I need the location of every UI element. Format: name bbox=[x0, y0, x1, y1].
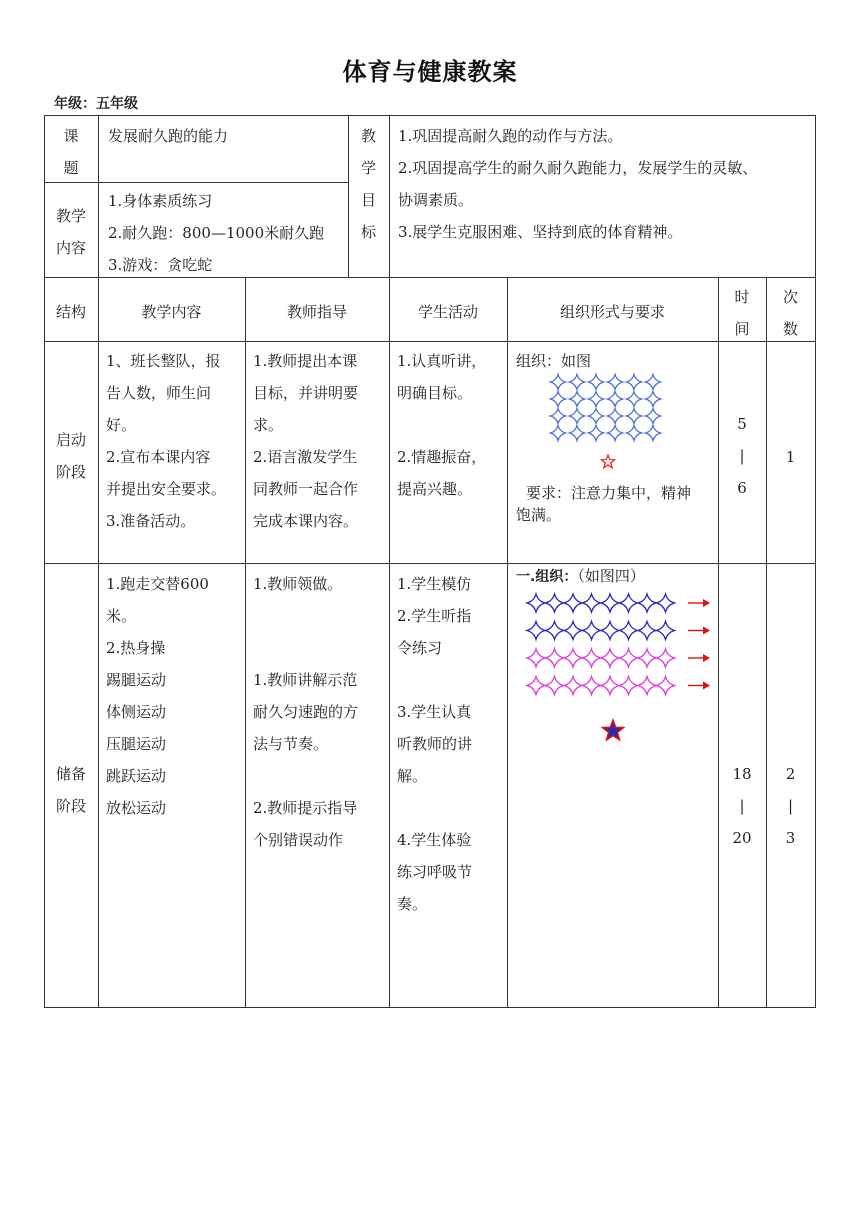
list-item: 1.跑走交替600 bbox=[106, 575, 209, 593]
student-marker-icon bbox=[564, 594, 582, 612]
arrow-head-icon bbox=[703, 682, 710, 690]
student-marker-icon bbox=[620, 649, 638, 667]
student-marker-icon bbox=[546, 594, 564, 612]
list-item: 跳跃运动 bbox=[106, 767, 167, 785]
header-count: 次 数 bbox=[782, 288, 798, 338]
student-marker-icon bbox=[589, 392, 604, 407]
list-item: 提高兴趣。 bbox=[397, 480, 473, 498]
student-marker-icon bbox=[551, 426, 566, 441]
list-item: 协调素质。 bbox=[398, 191, 474, 209]
formation-diagram bbox=[512, 588, 712, 748]
list-item: 2.耐久跑：800—1000米耐久跑 bbox=[108, 224, 325, 242]
list-item bbox=[397, 409, 505, 441]
table-border bbox=[718, 277, 719, 1008]
list-item: 听教师的讲 bbox=[397, 735, 473, 753]
header-organization: 组织形式与要求 bbox=[559, 303, 665, 321]
list-item: 2.学生听指 bbox=[397, 607, 472, 625]
student-marker-icon bbox=[657, 677, 675, 695]
student-marker-icon bbox=[551, 375, 566, 390]
student-marker-icon bbox=[589, 409, 604, 424]
grade-label: 年级：五年级 bbox=[54, 96, 138, 112]
table-border bbox=[245, 277, 246, 1008]
student-marker-icon bbox=[564, 622, 582, 640]
content-list bbox=[108, 185, 324, 281]
student-marker-icon bbox=[527, 649, 545, 667]
table-border bbox=[44, 1007, 816, 1008]
list-item: 2.热身操 bbox=[106, 639, 166, 657]
list-item: 2.情趣振奋， bbox=[397, 448, 487, 466]
list-item: 1、班长整队，报 bbox=[106, 352, 221, 370]
stage-label: 启动 阶段 bbox=[55, 431, 86, 481]
student-marker-icon bbox=[627, 375, 642, 390]
student-marker-icon bbox=[620, 622, 638, 640]
list-item: 求。 bbox=[253, 416, 284, 434]
student-marker-icon bbox=[638, 649, 656, 667]
list-item: 告人数，师生问 bbox=[106, 384, 212, 402]
list-item: 米。 bbox=[106, 607, 137, 625]
list-item: 3.准备活动。 bbox=[106, 512, 196, 530]
student-marker-icon bbox=[608, 409, 623, 424]
list-item bbox=[253, 760, 387, 792]
goal-list bbox=[398, 120, 812, 248]
student-marker-icon bbox=[638, 622, 656, 640]
student-marker-icon bbox=[583, 649, 601, 667]
student-marker-icon bbox=[646, 392, 661, 407]
list-item: 练习呼吸节 bbox=[397, 863, 473, 881]
student-marker-icon bbox=[601, 594, 619, 612]
list-item bbox=[253, 600, 387, 632]
table-border bbox=[815, 115, 816, 1008]
student-marker-icon bbox=[546, 649, 564, 667]
teacher-star-icon bbox=[603, 720, 624, 740]
list-item: 踢腿运动 bbox=[106, 671, 167, 689]
list-item: 目标，并讲明要 bbox=[253, 384, 359, 402]
count-cell: 1 bbox=[785, 448, 796, 466]
student-marker-icon bbox=[646, 426, 661, 441]
list-item: 1.认真听讲， bbox=[397, 352, 487, 370]
list-item: 1.教师领做。 bbox=[253, 575, 343, 593]
student-marker-icon bbox=[620, 677, 638, 695]
list-item: 2.教师提示指导 bbox=[253, 799, 358, 817]
student-marker-icon bbox=[564, 677, 582, 695]
list-item bbox=[397, 792, 505, 824]
list-item bbox=[397, 664, 505, 696]
header-time: 时 间 bbox=[734, 288, 750, 338]
student-marker-icon bbox=[551, 392, 566, 407]
page-title: 体育与健康教案 bbox=[342, 58, 518, 86]
org-label: 一.组织：（如图四） bbox=[516, 567, 645, 585]
student-marker-icon bbox=[627, 409, 642, 424]
formation-diagram bbox=[510, 370, 710, 495]
list-item: 3.游戏：贪吃蛇 bbox=[108, 256, 213, 274]
student-marker-icon bbox=[638, 677, 656, 695]
list-item: 2.巩固提高学生的耐久耐久跑能力，发展学生的灵敏、 bbox=[398, 159, 758, 177]
table-border bbox=[44, 115, 816, 116]
student-marker-icon bbox=[601, 622, 619, 640]
student-marker-icon bbox=[589, 375, 604, 390]
list-item: 3.展学生克服困难、坚持到底的体育精神。 bbox=[398, 223, 683, 241]
list-item: 法与节奏。 bbox=[253, 735, 329, 753]
list-item: 1.教师讲解示范 bbox=[253, 671, 358, 689]
list-item: 奏。 bbox=[397, 895, 428, 913]
student-marker-icon bbox=[608, 426, 623, 441]
list-item: 压腿运动 bbox=[106, 735, 167, 753]
list-item: 1.巩固提高耐久跑的动作与方法。 bbox=[398, 127, 623, 145]
time-cell: 18 | 20 bbox=[732, 765, 752, 847]
student-marker-icon bbox=[657, 649, 675, 667]
student-marker-icon bbox=[527, 594, 545, 612]
list-item: 令练习 bbox=[397, 639, 443, 657]
list-item: 解。 bbox=[397, 767, 428, 785]
table-border bbox=[507, 277, 508, 1008]
teacher-cell bbox=[253, 345, 387, 537]
course-value: 发展耐久跑的能力 bbox=[108, 127, 229, 145]
list-item: 体侧运动 bbox=[106, 703, 167, 721]
student-marker-icon bbox=[627, 392, 642, 407]
goal-label: 教 学 目 标 bbox=[360, 127, 376, 241]
list-item: 耐久匀速跑的方 bbox=[253, 703, 359, 721]
org-label: 组织：如图 bbox=[516, 352, 592, 370]
student-marker-icon bbox=[646, 375, 661, 390]
student-marker-icon bbox=[589, 426, 604, 441]
student-marker-icon bbox=[527, 622, 545, 640]
student-marker-icon bbox=[570, 426, 585, 441]
student-marker-icon bbox=[551, 409, 566, 424]
arrow-head-icon bbox=[703, 599, 710, 607]
student-marker-icon bbox=[620, 594, 638, 612]
student-cell bbox=[397, 345, 505, 505]
header-structure: 结构 bbox=[55, 303, 86, 321]
student-marker-icon bbox=[570, 409, 585, 424]
list-item: 个别错误动作 bbox=[253, 831, 344, 849]
list-item: 1.教师提出本课 bbox=[253, 352, 358, 370]
time-cell: 5 | 6 bbox=[737, 415, 747, 497]
content-label: 教学 内容 bbox=[55, 207, 86, 257]
course-label: 课 题 bbox=[63, 127, 79, 177]
list-item: 2.语言激发学生 bbox=[253, 448, 358, 466]
list-item: 完成本课内容。 bbox=[253, 512, 359, 530]
arrow-head-icon bbox=[703, 654, 710, 662]
content-cell bbox=[106, 568, 242, 824]
student-marker-icon bbox=[583, 594, 601, 612]
student-marker-icon bbox=[570, 392, 585, 407]
table-border bbox=[44, 563, 816, 564]
student-marker-icon bbox=[646, 409, 661, 424]
list-item: 1.学生模仿 bbox=[397, 575, 472, 593]
content-cell bbox=[106, 345, 242, 537]
student-marker-icon bbox=[657, 622, 675, 640]
table-border bbox=[766, 277, 767, 1008]
list-item: 好。 bbox=[106, 416, 137, 434]
teacher-star-icon bbox=[601, 455, 614, 468]
list-item bbox=[253, 632, 387, 664]
student-marker-icon bbox=[601, 649, 619, 667]
header-content: 教学内容 bbox=[141, 303, 202, 321]
stage-label: 储备 阶段 bbox=[55, 765, 86, 815]
student-marker-icon bbox=[608, 392, 623, 407]
table-border bbox=[98, 115, 99, 1008]
count-cell: 2 | 3 bbox=[785, 765, 796, 847]
list-item: 明确目标。 bbox=[397, 384, 473, 402]
list-item: 1.身体素质练习 bbox=[108, 192, 213, 210]
list-item: 3.学生认真 bbox=[397, 703, 472, 721]
student-cell bbox=[397, 568, 505, 920]
student-marker-icon bbox=[527, 677, 545, 695]
student-marker-icon bbox=[627, 426, 642, 441]
org-requirement: 要求：注意力集中，精神 饱满。 bbox=[516, 484, 692, 524]
student-marker-icon bbox=[601, 677, 619, 695]
list-item: 2.宣布本课内容 bbox=[106, 448, 211, 466]
header-student: 学生活动 bbox=[417, 303, 478, 321]
student-marker-icon bbox=[638, 594, 656, 612]
student-marker-icon bbox=[608, 375, 623, 390]
list-item: 同教师一起合作 bbox=[253, 480, 359, 498]
student-marker-icon bbox=[583, 622, 601, 640]
student-marker-icon bbox=[546, 622, 564, 640]
teacher-cell bbox=[253, 568, 387, 856]
list-item: 4.学生体验 bbox=[397, 831, 472, 849]
header-teacher: 教师指导 bbox=[286, 303, 347, 321]
list-item: 放松运动 bbox=[106, 799, 167, 817]
student-marker-icon bbox=[564, 649, 582, 667]
student-marker-icon bbox=[583, 677, 601, 695]
student-marker-icon bbox=[657, 594, 675, 612]
student-marker-icon bbox=[546, 677, 564, 695]
list-item: 并提出安全要求。 bbox=[106, 480, 227, 498]
table-border bbox=[44, 341, 816, 342]
student-marker-icon bbox=[570, 375, 585, 390]
table-border bbox=[389, 115, 390, 1008]
arrow-head-icon bbox=[703, 627, 710, 635]
